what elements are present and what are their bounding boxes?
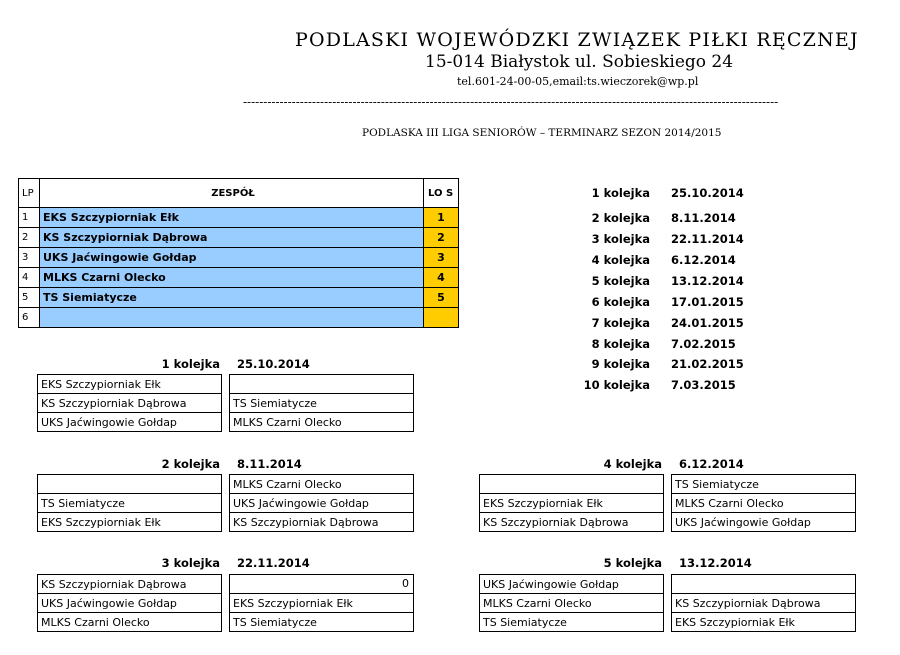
schedule-round: 6 kolejka: [591, 295, 650, 309]
home-team: EKS Szczypiorniak Ełk: [38, 513, 222, 532]
away-team: [230, 575, 414, 594]
team-lp: 3: [19, 248, 40, 268]
team-los: 3: [424, 248, 459, 268]
team-lp: 1: [19, 208, 40, 228]
match-row: [480, 475, 856, 494]
league-title: PODLASKA III LIGA SENIORÓW – TERMINARZ SEZON 2014/2015: [362, 127, 722, 139]
schedule-item: [560, 274, 761, 288]
team-name: [40, 308, 424, 328]
team-name: UKS Jaćwingowie Gołdap: [40, 248, 424, 268]
team-row: [19, 208, 459, 228]
round-label: 4 kolejka: [603, 457, 662, 471]
schedule-round: 8 kolejka: [591, 337, 650, 351]
association-address: 15-014 Białystok ul. Sobieskiego 24: [425, 52, 734, 72]
match-row: [38, 413, 414, 432]
schedule-round: 1 kolejka: [591, 186, 650, 200]
schedule-round: 3 kolejka: [591, 232, 650, 246]
col-los: LO S: [424, 179, 459, 208]
round-3-matches: [37, 574, 414, 632]
home-team: KS Szczypiorniak Dąbrowa: [480, 513, 664, 532]
round-label: 2 kolejka: [161, 457, 220, 471]
home-team: TS Siemiatycze: [480, 613, 664, 632]
match-row: [480, 513, 856, 532]
round-label: 5 kolejka: [603, 556, 662, 570]
schedule-item: [560, 232, 761, 246]
round-date: 25.10.2014: [237, 357, 310, 371]
round-label: 3 kolejka: [161, 556, 220, 570]
team-lp: 5: [19, 288, 40, 308]
round-date: 22.11.2014: [237, 556, 310, 570]
away-team: KS Szczypiorniak Dąbrowa: [672, 594, 856, 613]
away-team: UKS Jaćwingowie Gołdap: [230, 494, 414, 513]
match-row: [38, 475, 414, 494]
team-name: KS Szczypiorniak Dąbrowa: [40, 228, 424, 248]
team-los: 4: [424, 268, 459, 288]
team-name: MLKS Czarni Olecko: [40, 268, 424, 288]
schedule-date: 24.01.2015: [671, 316, 744, 330]
away-team: EKS Szczypiorniak Ełk: [230, 594, 414, 613]
schedule-round: 7 kolejka: [591, 316, 650, 330]
away-team: [230, 375, 414, 394]
round-header: [130, 457, 302, 471]
round-date: 6.12.2014: [679, 457, 744, 471]
schedule-item: [560, 211, 761, 225]
team-row: [19, 228, 459, 248]
match-row: [480, 613, 856, 632]
away-team: EKS Szczypiorniak Ełk: [672, 613, 856, 632]
team-row: [19, 288, 459, 308]
schedule-round: 4 kolejka: [591, 253, 650, 267]
round-header: [130, 556, 310, 570]
divider-line: ------------------------------------------------------------------------------------------------------------------------------------: [243, 95, 779, 109]
round-5-matches: [479, 574, 856, 632]
teams-table-header: [19, 179, 459, 208]
schedule-item: [560, 337, 761, 351]
home-team: KS Szczypiorniak Dąbrowa: [38, 394, 222, 413]
round-header: [572, 457, 744, 471]
schedule-item: [560, 378, 761, 392]
home-team: UKS Jaćwingowie Gołdap: [480, 575, 664, 594]
schedule-date: 17.01.2015: [671, 295, 744, 309]
team-lp: 6: [19, 308, 40, 328]
away-team: MLKS Czarni Olecko: [230, 413, 414, 432]
team-lp: 2: [19, 228, 40, 248]
home-team: [38, 475, 222, 494]
home-team: MLKS Czarni Olecko: [38, 613, 222, 632]
team-row: [19, 268, 459, 288]
schedule-date: 22.11.2014: [671, 232, 744, 246]
away-team: [672, 575, 856, 594]
schedule-round: 5 kolejka: [591, 274, 650, 288]
home-team: [480, 475, 664, 494]
away-team: TS Siemiatycze: [230, 394, 414, 413]
match-row: [38, 394, 414, 413]
match-row: [38, 375, 414, 394]
home-team: MLKS Czarni Olecko: [480, 594, 664, 613]
schedule-round: 9 kolejka: [591, 357, 650, 371]
schedule-item: [560, 186, 761, 200]
teams-table: [18, 178, 459, 328]
match-row: [480, 575, 856, 594]
team-row: [19, 308, 459, 328]
match-row: [480, 494, 856, 513]
round-date: 13.12.2014: [679, 556, 752, 570]
home-team: TS Siemiatycze: [38, 494, 222, 513]
round-header: [130, 357, 310, 371]
match-row: [38, 494, 414, 513]
match-row: [480, 594, 856, 613]
team-los: 1: [424, 208, 459, 228]
away-team: KS Szczypiorniak Dąbrowa: [230, 513, 414, 532]
home-team: KS Szczypiorniak Dąbrowa: [38, 575, 222, 594]
schedule-date: 7.02.2015: [671, 337, 736, 351]
round-2-matches: [37, 474, 414, 532]
schedule-round: 10 kolejka: [583, 378, 650, 392]
col-lp: LP: [19, 179, 40, 208]
round-header: [572, 556, 752, 570]
team-row: [19, 248, 459, 268]
away-team: TS Siemiatycze: [230, 613, 414, 632]
team-los: 5: [424, 288, 459, 308]
away-team: MLKS Czarni Olecko: [672, 494, 856, 513]
away-team: TS Siemiatycze: [672, 475, 856, 494]
schedule-date: 7.03.2015: [671, 378, 736, 392]
schedule-date: 6.12.2014: [671, 253, 736, 267]
col-team: ZESPÓŁ: [40, 179, 424, 208]
match-row: [38, 613, 414, 632]
score-value: 0: [402, 577, 409, 590]
team-los: 2: [424, 228, 459, 248]
schedule-date: 13.12.2014: [671, 274, 744, 288]
away-team: UKS Jaćwingowie Gołdap: [672, 513, 856, 532]
schedule-date: 21.02.2015: [671, 357, 744, 371]
away-team: MLKS Czarni Olecko: [230, 475, 414, 494]
team-lp: 4: [19, 268, 40, 288]
schedule-item: [560, 295, 761, 309]
round-1-matches: [37, 374, 414, 432]
schedule-date: 8.11.2014: [671, 211, 736, 225]
schedule-item: [560, 357, 761, 371]
team-los: [424, 308, 459, 328]
schedule-item: [560, 316, 761, 330]
schedule-item: [560, 253, 761, 267]
home-team: UKS Jaćwingowie Gołdap: [38, 413, 222, 432]
home-team: EKS Szczypiorniak Ełk: [38, 375, 222, 394]
home-team: UKS Jaćwingowie Gołdap: [38, 594, 222, 613]
round-4-matches: [479, 474, 856, 532]
match-row: [38, 594, 414, 613]
team-name: TS Siemiatycze: [40, 288, 424, 308]
schedule-date: 25.10.2014: [671, 186, 744, 200]
association-contact: tel.601-24-00-05,email:ts.wieczorek@wp.pl: [457, 75, 699, 88]
match-row: [38, 513, 414, 532]
round-date: 8.11.2014: [237, 457, 302, 471]
match-row: [38, 575, 414, 594]
round-label: 1 kolejka: [161, 357, 220, 371]
home-team: EKS Szczypiorniak Ełk: [480, 494, 664, 513]
association-name: PODLASKI WOJEWÓDZKI ZWIĄZEK PIŁKI RĘCZNEJ: [295, 29, 859, 51]
schedule-round: 2 kolejka: [591, 211, 650, 225]
team-name: EKS Szczypiorniak Ełk: [40, 208, 424, 228]
